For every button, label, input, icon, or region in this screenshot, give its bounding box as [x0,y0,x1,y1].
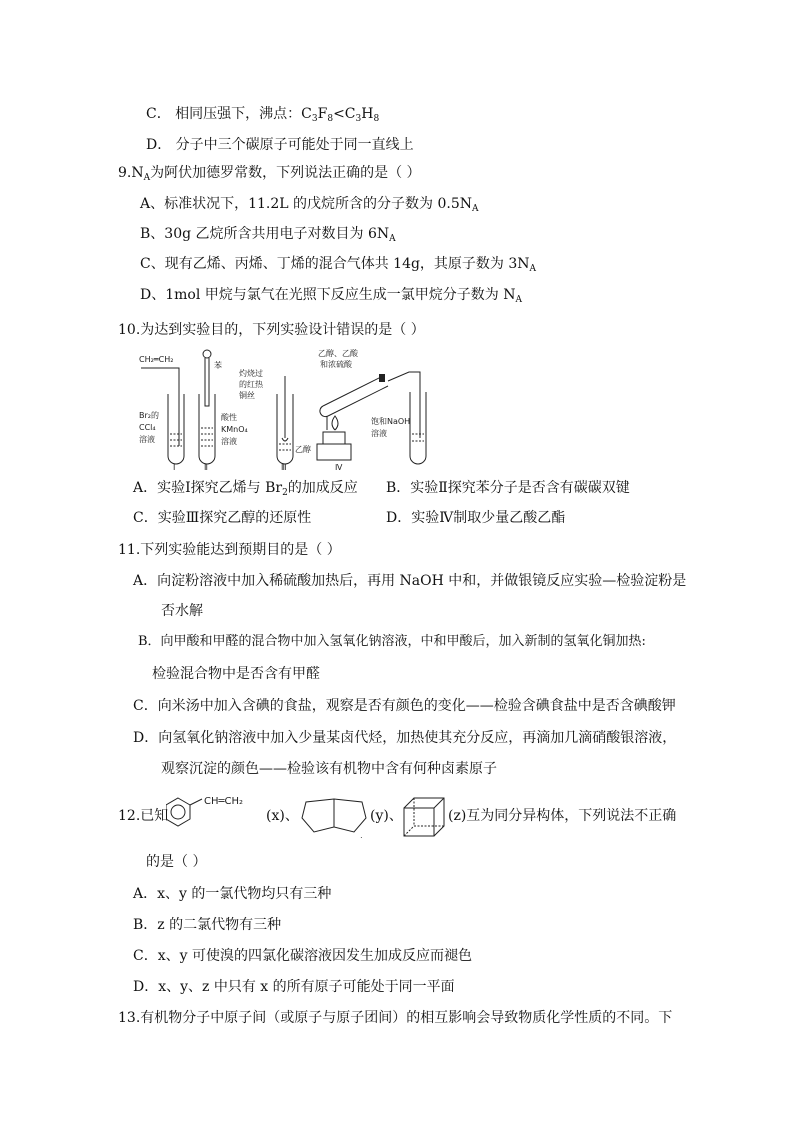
fig-acidic-label: 酸性 [221,413,237,422]
styrene-structure-x [166,794,264,836]
q11-option-a-line2: 否水解 [161,603,203,619]
q10-stem: 10.为达到实验目的，下列实验设计错误的是（ ） [118,322,425,338]
fig-reagents-label-1: 乙醇、乙酸 [318,349,358,358]
fig-label-4: Ⅳ [335,463,343,470]
bicyclic-structure-y [300,794,368,838]
q12-stem-prefix: 12.已知 [118,808,169,824]
q12-option-d: D．x、y、z 中只有 x 的所有原子可能处于同一平面 [133,979,455,995]
q10-option-a: A．实验Ⅰ探究乙烯与 $Br_2$的加成反应 [133,480,358,498]
fig-solution-label-1: 溶液 [139,435,155,444]
fig-ethylene-label: CH₂═CH₂ [139,355,174,364]
q12-y-label: (y)、 [370,808,403,824]
fig-ethanol-label: 乙醇 [295,445,311,454]
cubane-structure-z [400,794,450,840]
q11-option-a-line1: A．向淀粉溶液中加入稀硫酸加热后，再用 NaOH 中和，并做银镜反应实验—检验淀粉是 [133,573,687,589]
q10-option-d: D．实验Ⅳ制取少量乙酸乙酯 [386,510,566,526]
q12-stem-line2: 的是（ ） [146,854,207,870]
q10-option-b: B．实验Ⅱ探究苯分子是否含有碳碳双键 [386,480,630,496]
q11-option-b-line2: 检验混合物中是否含有甲醛 [152,666,320,682]
q12-option-c: C．x、y 可使溴的四氯化碳溶液因发生加成反应而褪色 [133,948,472,964]
fig-br2-label: Br₂的 [139,411,159,420]
fig-kmno4-label: KMnO₄ [221,425,248,434]
q8-option-d: D． 分子中三个碳原子可能处于同一直线上 [146,137,414,153]
fig-label-3: Ⅲ [281,463,287,470]
q9-option-a: A、标准状况下，11.2L 的戊烷所含的分子数为 $0.5N_A$ [140,196,479,214]
fig-benzene-label: 苯 [214,361,222,370]
fig-naoh-label-1: 饱和NaOH [371,417,411,426]
fig-ccl4-label: CCl₄ [139,423,156,432]
fig-label-2: Ⅱ [204,463,208,470]
vinyl-group-label: CH═CH₂ [204,796,244,807]
q9-stem: $9.N_A$为阿伏加德罗常数，下列说法正确的是（ ） [118,165,421,183]
q8-option-c: C． 相同压强下，沸点：$C_3F_8<C_3H_8$ [146,106,380,124]
fig-copper-label-1: 灼烧过 [239,369,263,378]
fig-copper-label-2: 的红热 [239,380,263,389]
q12-z-label: (z)互为同分异构体，下列说法不正确 [448,808,677,824]
fig-reagents-label-2: 和浓硫酸 [320,360,352,369]
q11-stem: 11.下列实验能达到预期目的是（ ） [118,542,341,558]
q9-option-b: B、30g 乙烷所含共用电子对数目为 $6N_A$ [140,226,396,244]
fig-copper-label-3: 铜丝 [239,391,255,400]
fig-naoh-label-2: 溶液 [371,429,387,438]
q11-option-d-line2: 观察沉淀的颜色——检验该有机物中含有何种卤素原子 [161,761,497,777]
fig-label-1: Ⅰ [173,463,176,470]
q10-apparatus-figure [135,346,435,470]
svg-text:,: , [360,831,363,838]
q10-option-c: C．实验Ⅲ探究乙醇的还原性 [133,510,312,526]
q12-option-b: B．z 的二氯代物有三种 [133,917,282,933]
q13-stem: 13.有机物分子中原子间（或原子与原子团间）的相互影响会导致物质化学性质的不同。下 [118,1010,673,1026]
q11-option-b-line1: B．向甲酸和甲醛的混合物中加入氢氧化钠溶液，中和甲酸后，加入新制的氢氧化铜加热: [138,634,646,649]
q12-option-a: A．x、y 的一氯代物均只有三种 [133,886,332,902]
q11-option-d-line1: D．向氢氧化钠溶液中加入少量某卤代烃，加热使其充分反应，再滴加几滴硝酸银溶液， [133,730,677,746]
q12-x-label: (x)、 [266,808,299,824]
q9-option-d: D、1mol 甲烷与氯气在光照下反应生成一氯甲烷分子数为 $N_A$ [140,287,522,305]
q11-option-c: C．向米汤中加入含碘的食盐，观察是否有颜色的变化——检验含碘食盐中是否含碘酸钾 [133,698,676,714]
fig-solution-label-2: 溶液 [221,437,237,446]
q9-option-c: C、现有乙烯、丙烯、丁烯的混合气体共 14g，其原子数为 $3N_A$ [140,256,537,274]
